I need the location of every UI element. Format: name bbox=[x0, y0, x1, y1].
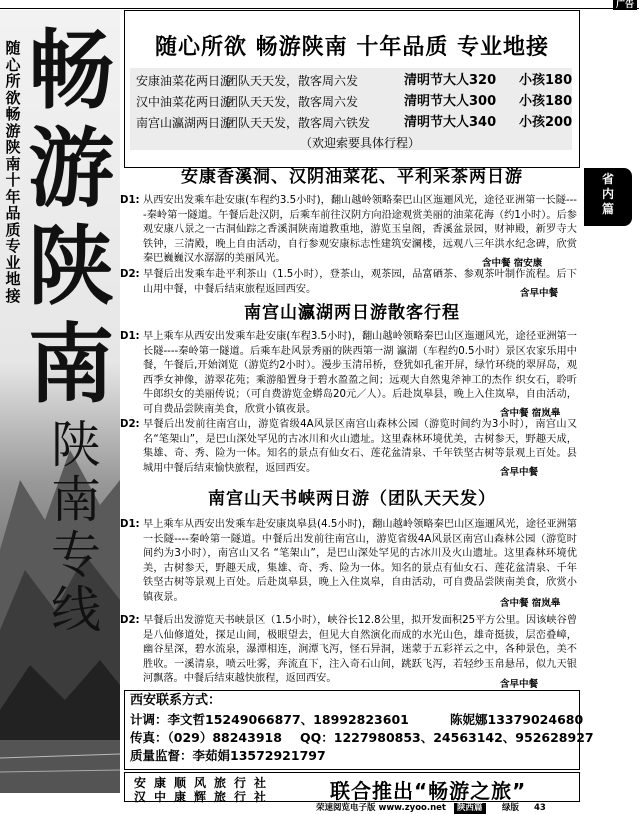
ad-tag: 广告 bbox=[613, 0, 637, 10]
partner-agency: 汉中康辉旅行社 bbox=[134, 790, 275, 804]
footer-section: 绿版 bbox=[502, 803, 520, 813]
contact-heading: 西安联系方式： bbox=[130, 693, 222, 708]
adult-price: 清明节大人300 bbox=[404, 94, 497, 109]
meal-info: 含早中餐 bbox=[500, 679, 539, 690]
day-label: D1: bbox=[120, 331, 140, 342]
section-title: 南宫山天书峡两日游（团队天天发） bbox=[208, 489, 496, 509]
route-schedule: 团队天天发，散客周六铁发 bbox=[226, 116, 371, 130]
section-tab-label: 省内篇 bbox=[601, 172, 614, 216]
section-tab bbox=[584, 168, 632, 226]
adult-price: 清明节大人320 bbox=[404, 73, 497, 88]
route-name: 汉中油菜花两日游 bbox=[136, 95, 233, 109]
headline: 随心所欲 畅游陕南 十年品质 专业地接 bbox=[155, 35, 549, 60]
meal-info: 含早中餐 bbox=[500, 467, 539, 478]
planner-contact: 计调：李文哲15249066877、18992823601 bbox=[130, 712, 409, 727]
child-price: 小孩180 bbox=[519, 73, 573, 88]
footer bbox=[124, 803, 639, 814]
footer-tag: 陕西篇 bbox=[454, 803, 486, 814]
day-text: 早餐后出发前往南宫山，游览省级4A风景区南宫山森林公园（游览时间约为3小时），南宫山又名“笔架山”，是巴山深处罕见的古冰川和火山遗址。这里森林环境优美，古树参天，野趣天成，集雄、奇、秀、险为一体。知名的景点有仙女石、莲花盆清泉、千年铁坚古树等景观上百处。县城用中餐后结束愉快旅程，返回西安。 bbox=[143, 419, 577, 474]
top-rule bbox=[0, 0, 639, 9]
meal-info: 含中餐 宿岚皋 bbox=[500, 408, 561, 419]
child-price: 小孩180 bbox=[519, 94, 573, 109]
child-price: 小孩200 bbox=[519, 115, 573, 130]
meal-info: 含中餐 宿安康 bbox=[482, 258, 543, 269]
qq: QQ：1227980853、24563142、952628927 bbox=[300, 730, 594, 745]
meal-info: 含中餐 宿岚皋 bbox=[500, 598, 561, 609]
day-label: D1: bbox=[120, 519, 140, 530]
meal-info: 含早中餐 bbox=[520, 288, 559, 299]
partner-agency: 安康顺风旅行社 bbox=[134, 776, 275, 790]
planner-contact-2: 陈妮娜13379024680 bbox=[450, 712, 584, 727]
route-schedule: 团队天天发，散客周六发 bbox=[226, 95, 359, 109]
sub-title: 陕南专线 bbox=[51, 416, 101, 639]
joint-launch: 联合推出“畅游之旅” bbox=[330, 779, 527, 803]
day-text: 早上乘车从西安出发乘车赴安康岚皋县(4.5小时)，翻山越岭领略秦巴山区迤逦风光，途径亚洲第一长隧----秦岭第一隧道。中餐后出发前往南宫山，游览省级4A风景区南宫山森林公园（游览时间约为3小时），南宫山又名 “笔架山”，是巴山深处罕见的古冰川及火山遗址。这里森林环境优美，古树参天，野趣天成，集雄、奇、秀、险为一体。知名的景点有仙女石、莲花盆清泉、千年铁坚古树等景观上百处。后赴岚皋县，晚上入住岚皋，自由活动，可自费品尝陕南美食，欣赏小镇夜景。 bbox=[143, 519, 577, 603]
quality-supervision: 质量监督：李茹娟13572921797 bbox=[130, 748, 326, 763]
route-schedule: 团队天天发，散客周六发 bbox=[226, 74, 359, 88]
route-name: 南宫山瀛湖两日游 bbox=[136, 116, 233, 130]
section-title: 南宫山瀛湖两日游散客行程 bbox=[244, 303, 460, 323]
section-title: 安康香溪洞、汉阴油菜花、平利采茶两日游 bbox=[181, 167, 523, 187]
page-number: 43 bbox=[534, 803, 546, 813]
fax: 传真：（029）88243918 bbox=[130, 730, 282, 745]
day-text: 从西安出发乘车赴安康(车程约3.5小时)，翻山越岭领略秦巴山区迤逦风光，途径亚洲第一长隧----秦岭第一隧道。午餐后赴汉阴，后乘车前往汉阴方向沿途观赏美丽的油菜花海（约1小时）。后参观安康八景之一古洞仙踪之香溪洞陕南道教重地，游览玉皇阁，香溪盆景园，财神殿，新罗寺大铁钟，三清殿，晚上自由活动，自行参观安康标志性建筑安澜楼，远观八三年洪水纪念碑，欣赏秦巴巍巍汉水潺潺的美丽风光。 bbox=[143, 195, 577, 265]
route-name: 安康油菜花两日游 bbox=[136, 74, 233, 88]
adult-price: 清明节大人340 bbox=[404, 115, 497, 130]
day-label: D2: bbox=[120, 269, 140, 280]
footer-site: 荣速阅览电子版 www.zyoo.net bbox=[316, 803, 446, 813]
day-label: D1: bbox=[120, 195, 140, 206]
day-text: 早餐后出发乘车赴平利茶山（1.5小时），登茶山，观茶园，品富硒茶、参观茶叶制作流程。后下山用中餐，中餐后结束旅程返回西安。 bbox=[143, 269, 577, 295]
day-text: 早餐后出发游览天书峡景区（1.5小时），峡谷长12.8公里，拟开发面积25平方公里。因该峡谷曾是八仙修道处，探足山间，极眼望去，但见大自然演化而成的水光山色，雄奇挺拔，层峦叠嶂，幽谷星深，碧水流泉，瀑潭相连，涧潭飞泻，怪石异洞，迷蒙于五彩祥云之中，各种景色，美不胜收。一溪清泉，喷云吐雾，奔流直下，注入奇石山间，跳跃飞泻，若轻纱玉帛悬吊，似九天银河飘落。中餐后结束越快旅程，返回西安。 bbox=[143, 615, 577, 685]
day-label: D2: bbox=[120, 615, 140, 626]
left-vertical-slogan: 随心所欲 畅游陕南 十年品质 专业地接 bbox=[5, 39, 21, 305]
price-note: （欢迎索要具体行程） bbox=[300, 136, 421, 150]
day-text: 早上乘车从西安出发乘车赴安康(车程3.5小时)，翻山越岭领略秦巴山区迤逦风光，途径亚洲第一长隧----秦岭第一隧道。后乘车赴风景秀丽的陕西第一湖 瀛湖（车程约0.5小时）景区农家乐用中餐，午餐后,开始浏览（游览约2小时）。漫步玉清吊桥，登犹如孔雀开屏，绿竹环绕的翠屏岛，观西季女神像，游翠花苑；乘游船置身于碧水盈盈之间；远观大自然鬼斧神工的杰作 织女石，聆听牛郎织女的美丽传说；（可自费游览金蟒岛20元／人）。后赴岚皋县，晚上入住岚皋，自由活动，可自费品尝陕南美食，欣赏小镇夜景。 bbox=[143, 331, 577, 415]
big-title: 畅游陕南 bbox=[28, 20, 114, 415]
day-label: D2: bbox=[120, 419, 140, 430]
